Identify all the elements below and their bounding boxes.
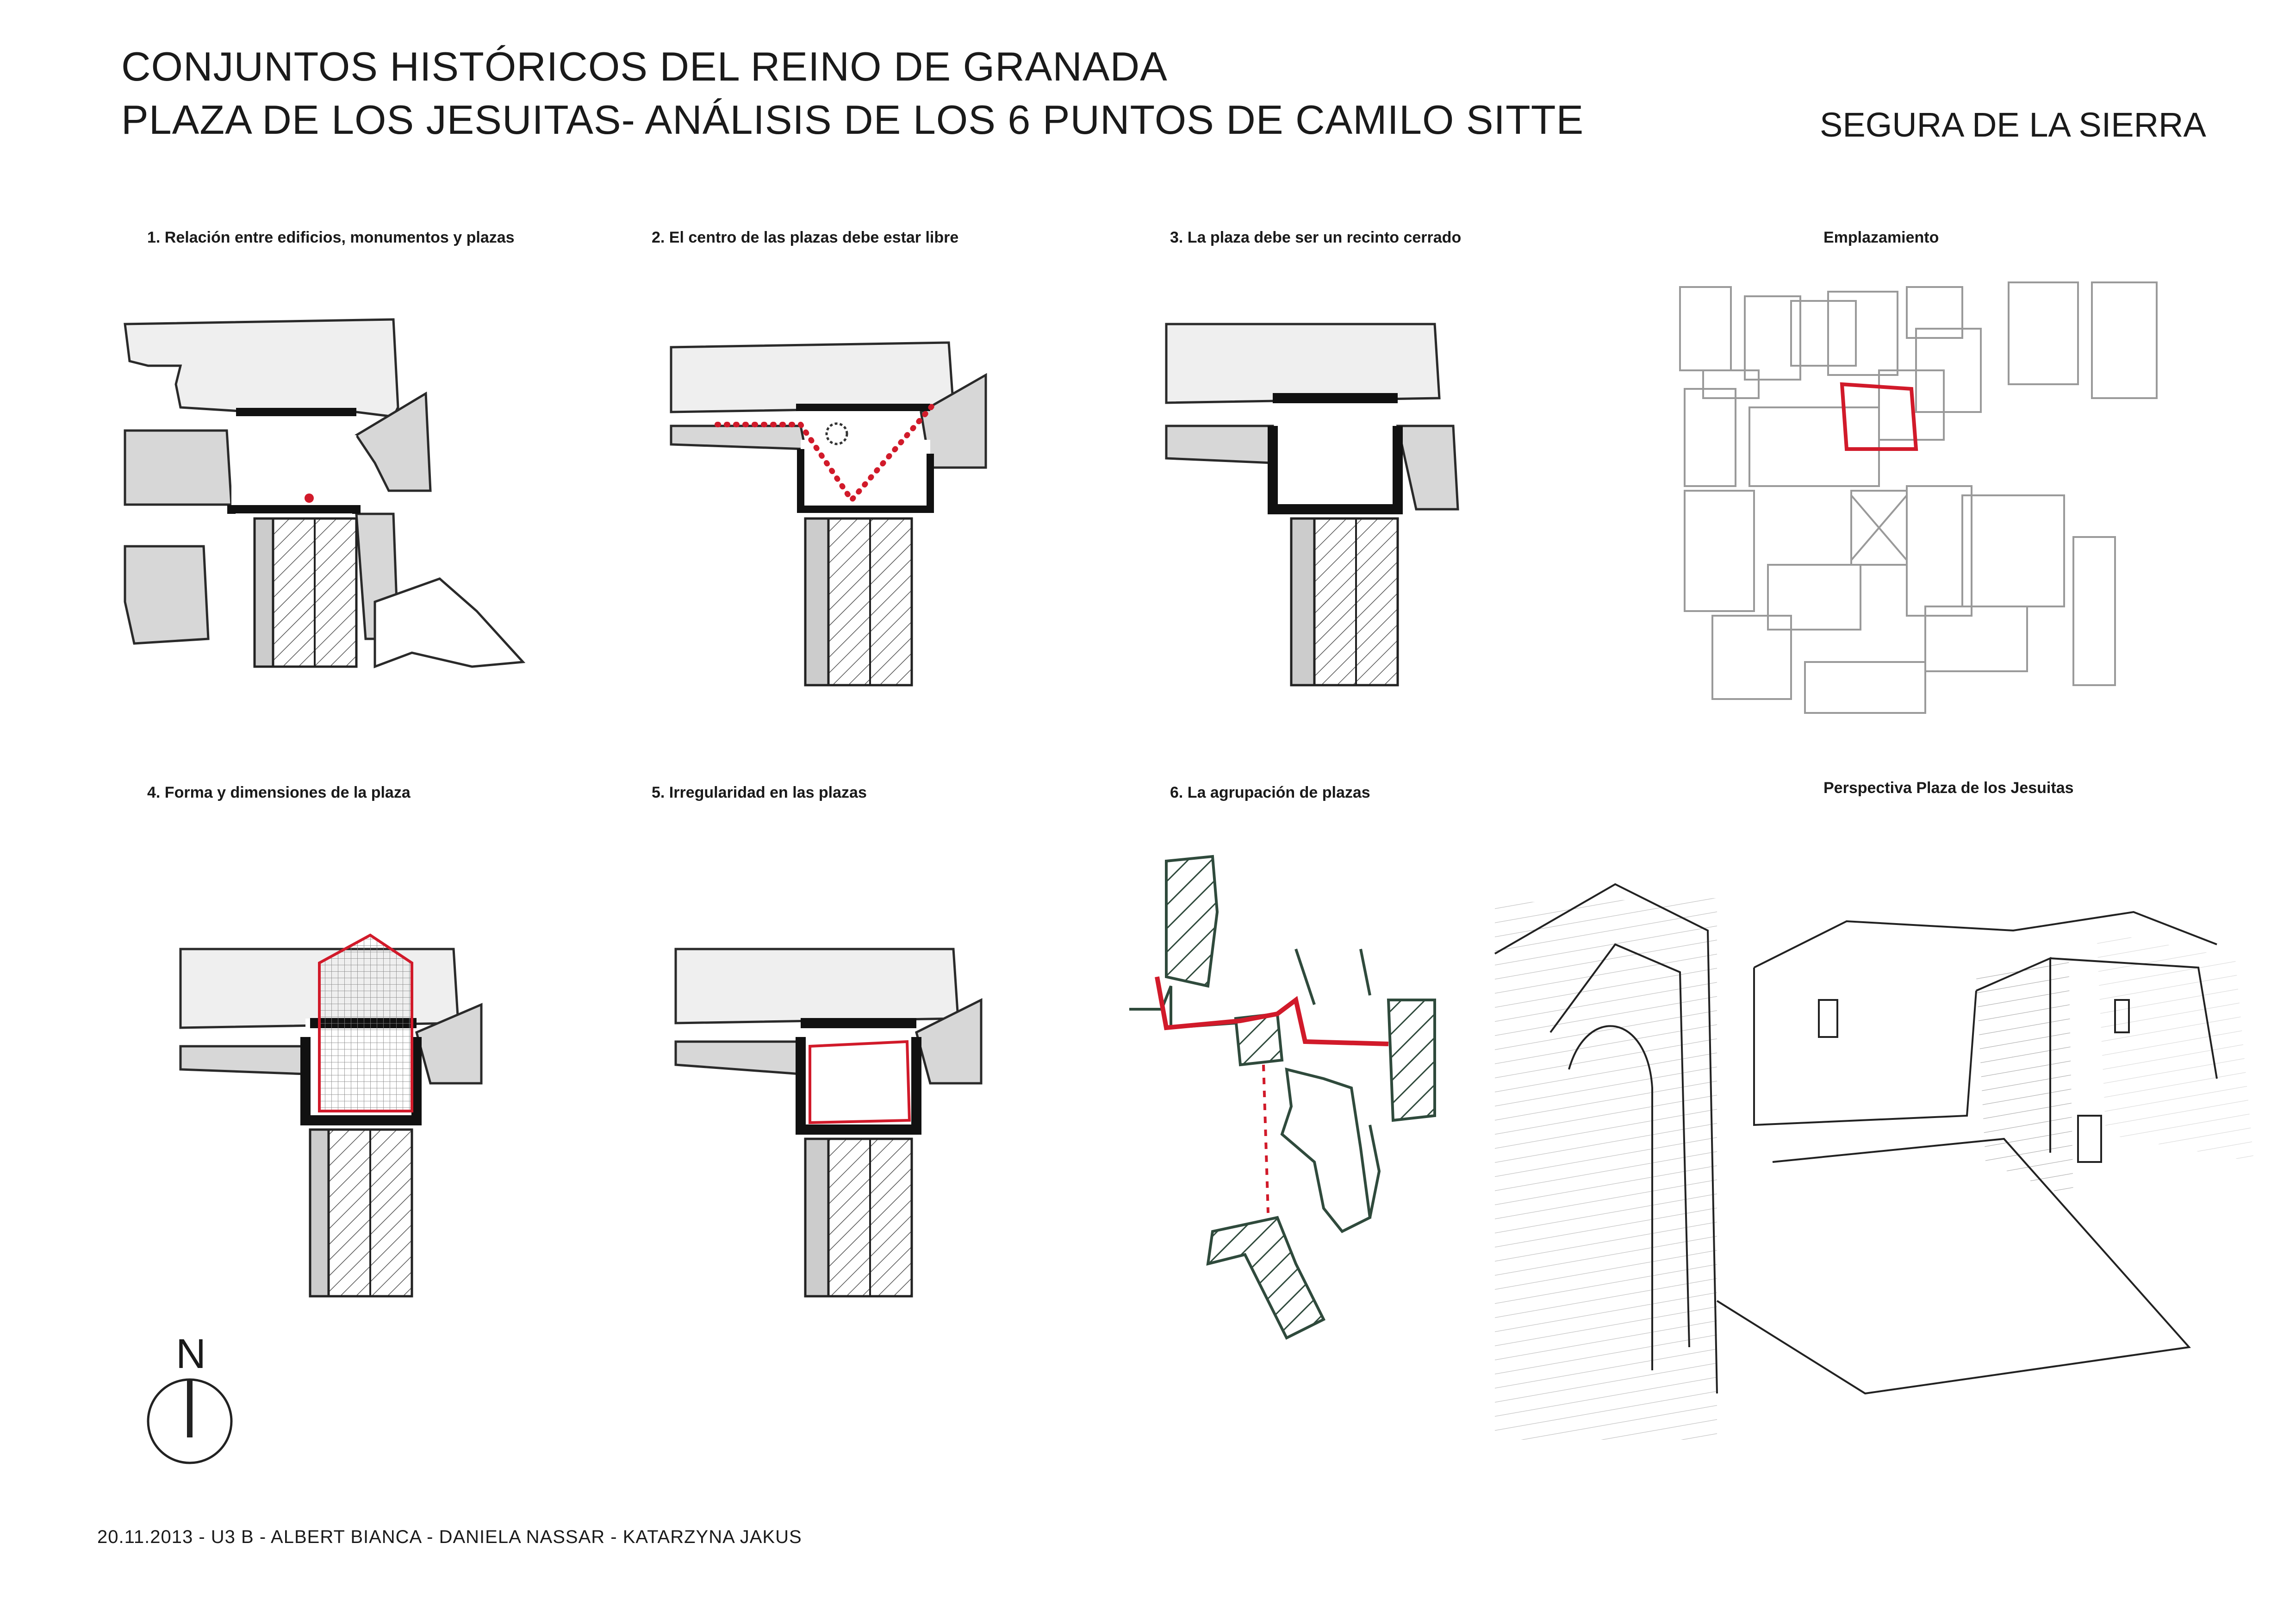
caption-panel-4: 4. Forma y dimensiones de la plaza (147, 784, 411, 801)
diagram-panel-2 (653, 315, 1032, 694)
caption-panel-3: 3. La plaza debe ser un recinto cerrado (1170, 229, 1462, 246)
caption-perspectiva: Perspectiva Plaza de los Jesuitas (1823, 779, 2074, 797)
north-arrow-icon (143, 1370, 245, 1472)
diagram-panel-4 (176, 926, 528, 1305)
caption-panel-2: 2. El centro de las plazas debe estar libre (652, 229, 959, 246)
perspective-sketch (1495, 838, 2272, 1449)
diagram-panel-1 (116, 315, 532, 694)
diagram-panel-5 (666, 926, 1018, 1305)
diagram-panel-3 (1157, 315, 1537, 694)
site-plan (1675, 273, 2184, 718)
caption-panel-1: 1. Relación entre edificios, monumentos y plazas (147, 229, 515, 246)
caption-panel-6: 6. La agrupación de plazas (1170, 784, 1370, 801)
caption-panel-5: 5. Irregularidad en las plazas (652, 784, 867, 801)
place-name: SEGURA DE LA SIERRA (1820, 106, 2206, 144)
caption-emplazamiento: Emplazamiento (1823, 229, 1939, 246)
title-line-2: PLAZA DE LOS JESUITAS- ANÁLISIS DE LOS 6 PUNTOS DE CAMILO SITTE (121, 97, 1584, 143)
north-label: N (176, 1331, 206, 1377)
title-line-1: CONJUNTOS HISTÓRICOS DEL REINO DE GRANADA (121, 44, 1168, 89)
footer-credits: 20.11.2013 - U3 B - ALBERT BIANCA - DANIELA NASSAR - KATARZYNA JAKUS (97, 1527, 802, 1547)
diagram-panel-6 (1129, 847, 1462, 1356)
